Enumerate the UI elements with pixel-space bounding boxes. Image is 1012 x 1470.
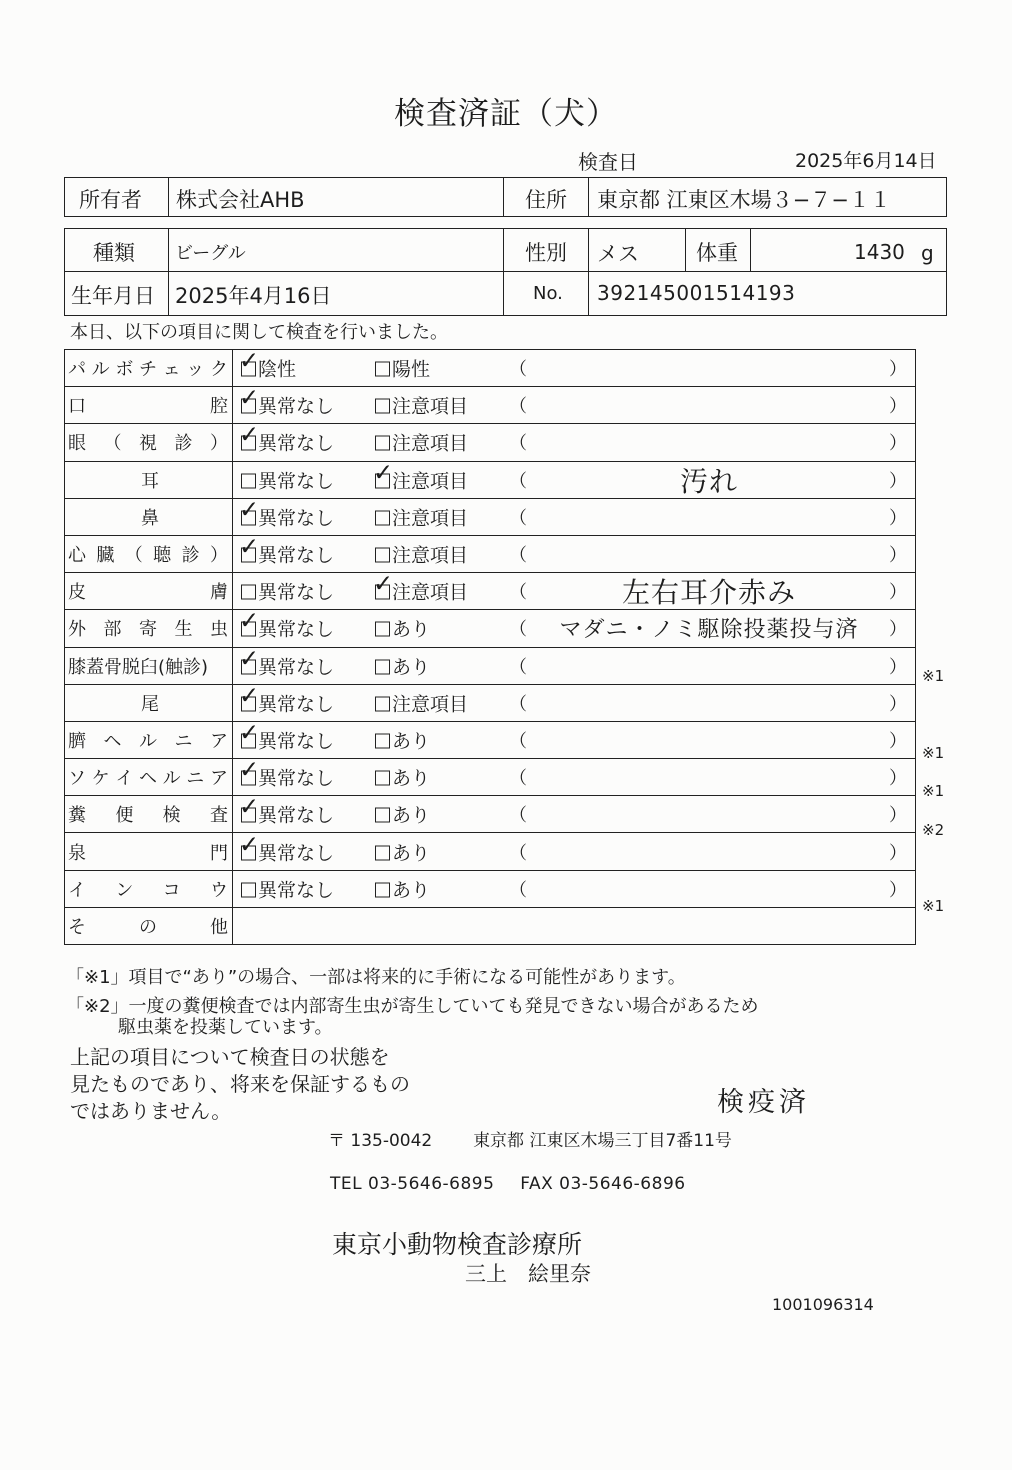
table-row — [65, 387, 916, 424]
checkbox-icon — [239, 383, 260, 414]
item-label — [65, 833, 233, 870]
option-label: 異常なし — [258, 767, 335, 790]
checkbox-icon — [239, 495, 260, 525]
item-result — [233, 383, 916, 424]
footnote-mark: ※1 — [922, 897, 945, 916]
check-mark-icon: ✓ — [239, 346, 260, 375]
table-row — [65, 759, 916, 796]
check-mark-icon: ✓ — [239, 606, 260, 635]
option-label: 注意項目 — [392, 693, 469, 716]
table-row — [65, 535, 916, 572]
option-normal[interactable] — [239, 718, 335, 753]
inspector-name: 三上 絵里奈 — [465, 1262, 591, 1286]
exam-date-value: 2025年6月14日 — [795, 150, 937, 172]
option-label: あり — [392, 730, 431, 753]
item-label-text: ソ ケ イ ヘ ル ニ ア — [68, 768, 228, 790]
open-paren: （ — [509, 805, 527, 827]
table-row — [65, 870, 916, 907]
option-label: あり — [392, 656, 431, 679]
open-paren: （ — [509, 545, 527, 567]
clinic-contact — [330, 1174, 686, 1194]
checkbox-icon — [375, 845, 390, 860]
animal-info-box — [64, 228, 947, 316]
footnote-mark: ※1 — [922, 744, 945, 762]
close-paren: ） — [889, 433, 907, 455]
option-abnormal[interactable] — [375, 838, 430, 865]
option-abnormal[interactable] — [375, 875, 430, 902]
close-paren: ） — [889, 359, 907, 381]
close-paren: ） — [889, 805, 907, 827]
footnote-mark: ※1 — [922, 782, 945, 801]
table-row — [65, 610, 916, 647]
option-label: 注意項目 — [392, 470, 469, 493]
footnote-1: 「※1」項目で“あり”の場合、一部は将来的に手術になる可能性があります。 — [66, 967, 686, 988]
quarantine-stamp: 検疫済 — [717, 1087, 810, 1118]
option-label: 異常なし — [258, 432, 335, 455]
checkbox-icon — [375, 362, 390, 377]
option-label: 異常なし — [258, 544, 335, 567]
item-label — [65, 573, 233, 610]
option-normal[interactable] — [239, 644, 335, 679]
option-abnormal[interactable] — [375, 392, 468, 419]
exam-date-label: 検査日 — [578, 150, 638, 174]
option-normal[interactable] — [241, 466, 334, 493]
option-normal[interactable] — [239, 681, 335, 716]
item-label — [65, 424, 233, 461]
item-result — [233, 346, 916, 387]
weight-unit: g — [921, 241, 934, 265]
close-paren: ） — [889, 656, 907, 678]
disclaimer-line: ではありません。 — [70, 1099, 232, 1123]
checkbox-icon — [375, 882, 390, 897]
item-label-text: 眼 （ 視 診 ） — [68, 433, 228, 455]
check-mark-icon: ✓ — [239, 420, 260, 449]
item-label — [65, 907, 233, 944]
disclaimer-line: 見たものであり、将来を保証するもの — [70, 1072, 410, 1096]
disclaimer — [70, 1044, 410, 1125]
option-normal[interactable] — [239, 346, 297, 382]
option-label: 注意項目 — [392, 507, 469, 530]
checkbox-icon — [239, 532, 260, 563]
item-label — [65, 647, 233, 684]
number-label: No. — [533, 283, 563, 304]
item-label-text: 膝蓋骨脱臼(触診) — [68, 656, 209, 678]
option-normal[interactable] — [239, 830, 335, 865]
item-label — [65, 610, 233, 647]
item-label-text: 泉 門 — [68, 842, 228, 864]
option-abnormal[interactable] — [375, 764, 430, 791]
option-label: あり — [392, 879, 431, 902]
item-result — [233, 644, 916, 684]
option-label: 異常なし — [258, 395, 335, 418]
option-normal[interactable] — [239, 755, 335, 791]
option-normal[interactable] — [241, 875, 334, 902]
checkbox-icon — [375, 436, 390, 451]
item-label-text: 心 臓 （ 聴 診 ） — [68, 545, 228, 567]
option-abnormal[interactable] — [375, 726, 430, 753]
check-mark-icon: ✓ — [239, 532, 260, 561]
item-label-text: 鼻 — [141, 507, 159, 529]
option-abnormal[interactable] — [375, 355, 430, 382]
table-row — [65, 573, 916, 610]
open-paren: （ — [509, 507, 527, 529]
option-label: 異常なし — [258, 804, 335, 827]
item-result — [233, 495, 916, 535]
option-label: 異常なし — [258, 656, 335, 679]
open-paren: （ — [509, 619, 527, 641]
item-label — [65, 387, 233, 424]
inspection-table — [64, 346, 916, 945]
table-row — [65, 684, 916, 721]
close-paren: ） — [889, 842, 907, 864]
table-row — [65, 721, 916, 758]
checkbox-icon — [239, 606, 260, 637]
checkbox-icon — [375, 399, 390, 414]
item-label — [65, 796, 233, 833]
breed-label: 種類 — [93, 241, 135, 265]
checkbox-icon — [375, 510, 390, 525]
item-result — [233, 681, 916, 721]
check-mark-icon: ✓ — [239, 755, 260, 784]
owner-label: 所有者 — [79, 188, 142, 212]
open-paren: （ — [509, 879, 527, 901]
checkbox-icon — [241, 882, 256, 897]
item-label-text: 糞 便 検 査 — [68, 805, 228, 827]
option-label: あり — [392, 804, 431, 827]
checkbox-icon — [239, 681, 260, 711]
option-label: 異常なし — [258, 581, 335, 604]
check-mark-icon: ✓ — [373, 458, 394, 487]
option-abnormal[interactable] — [375, 689, 468, 716]
check-mark-icon: ✓ — [239, 718, 260, 747]
item-label-text: 外 部 寄 生 虫 — [68, 619, 228, 641]
option-abnormal[interactable] — [375, 801, 430, 828]
close-paren: ） — [889, 619, 907, 641]
open-paren: （ — [509, 470, 527, 492]
check-mark-icon: ✓ — [239, 383, 260, 412]
close-paren: ） — [889, 879, 907, 901]
option-label: 注意項目 — [392, 432, 469, 455]
open-paren: （ — [509, 730, 527, 752]
other-field[interactable] — [233, 907, 916, 944]
option-label: 異常なし — [258, 470, 335, 493]
item-result — [233, 755, 916, 796]
item-label — [65, 684, 233, 721]
option-label: 異常なし — [258, 507, 335, 530]
check-mark-icon: ✓ — [239, 495, 260, 524]
check-mark-icon: ✓ — [239, 792, 260, 821]
option-label: あり — [392, 842, 431, 865]
option-abnormal[interactable] — [375, 429, 468, 456]
close-paren: ） — [889, 768, 907, 790]
clinic-address — [328, 1126, 732, 1151]
owner-info-box — [64, 177, 947, 217]
table-row-other — [65, 907, 916, 944]
option-abnormal[interactable] — [375, 541, 468, 568]
option-normal[interactable] — [239, 383, 335, 419]
check-mark-icon: ✓ — [239, 681, 260, 710]
item-result — [233, 420, 916, 461]
checkbox-icon — [375, 808, 390, 823]
item-label-text: 口 腔 — [68, 396, 228, 418]
tel-number: TEL 03-5646-6895 — [330, 1174, 495, 1194]
item-label — [65, 498, 233, 535]
checkbox-icon — [375, 696, 390, 711]
checkbox-icon — [239, 755, 260, 786]
item-note: 汚れ — [679, 464, 738, 498]
option-label: あり — [392, 618, 431, 641]
item-result — [233, 458, 916, 498]
option-abnormal[interactable] — [375, 615, 430, 642]
table-row — [65, 796, 916, 833]
other-label: そ の 他 — [68, 916, 228, 938]
option-abnormal[interactable] — [373, 569, 469, 605]
footnote-2-cont: 駆虫薬を投薬しています。 — [118, 1017, 333, 1038]
option-normal[interactable] — [239, 495, 335, 530]
checkbox-icon — [375, 548, 390, 563]
item-result — [233, 532, 916, 572]
item-result — [233, 870, 916, 907]
open-paren: （ — [509, 433, 527, 455]
option-label: 陽性 — [392, 358, 431, 381]
option-label: 異常なし — [258, 730, 335, 753]
checkbox-icon — [373, 458, 394, 488]
open-paren: （ — [509, 359, 527, 381]
open-paren: （ — [509, 842, 527, 864]
option-normal[interactable] — [239, 420, 335, 456]
option-label: 異常なし — [258, 618, 335, 641]
item-label — [65, 870, 233, 907]
item-label-text: 皮 膚 — [68, 582, 228, 604]
option-normal[interactable] — [239, 606, 335, 642]
number-value: 392145001514193 — [597, 281, 796, 305]
checkbox-icon — [239, 420, 260, 451]
option-label: 異常なし — [258, 693, 335, 716]
checkbox-icon — [239, 644, 260, 674]
birthdate-value: 2025年4月16日 — [175, 284, 332, 308]
close-paren: ） — [889, 470, 907, 492]
close-paren: ） — [889, 545, 907, 567]
item-result — [233, 569, 916, 610]
address-label: 住所 — [525, 188, 567, 212]
checkbox-icon — [373, 569, 394, 600]
breed-value: ビーグル — [175, 243, 246, 264]
close-paren: ） — [889, 507, 907, 529]
sex-label: 性別 — [525, 241, 567, 265]
checkbox-icon — [239, 792, 260, 823]
checkbox-icon — [239, 718, 260, 748]
option-label: 注意項目 — [392, 581, 469, 604]
option-abnormal[interactable] — [375, 503, 468, 530]
footnote-2: 「※2」一度の糞便検査では内部寄生虫が寄生していても発見できない場合があるため — [66, 996, 759, 1017]
weight-label: 体重 — [696, 241, 738, 265]
table-row — [65, 350, 916, 387]
close-paren: ） — [889, 396, 907, 418]
option-label: 注意項目 — [392, 544, 469, 567]
checkbox-icon — [239, 346, 260, 377]
footnote-mark: ※1 — [922, 667, 945, 686]
item-result — [233, 606, 916, 647]
checkbox-icon — [375, 622, 390, 637]
item-note: 左右耳介赤み — [621, 576, 796, 610]
open-paren: （ — [509, 396, 527, 418]
option-abnormal[interactable] — [375, 652, 430, 679]
option-label: 異常なし — [258, 842, 335, 865]
option-label: あり — [392, 767, 431, 790]
footnote-mark: ※2 — [922, 820, 945, 839]
table-row — [65, 461, 916, 498]
item-label-text: 臍 ヘ ル ニ ア — [68, 730, 228, 752]
table-row — [65, 833, 916, 870]
address-value: 東京都 江東区木場３−７−１１ — [597, 188, 891, 212]
checkbox-icon — [375, 771, 390, 786]
option-abnormal[interactable] — [373, 458, 469, 493]
item-label-text: イ ン コ ウ — [68, 879, 228, 901]
table-row — [65, 647, 916, 684]
item-label — [65, 461, 233, 498]
weight-value: 1430 — [854, 240, 905, 264]
option-normal[interactable] — [239, 792, 335, 828]
option-label: 注意項目 — [392, 395, 469, 418]
check-mark-icon: ✓ — [373, 569, 394, 598]
item-label — [65, 759, 233, 796]
intro-text: 本日、以下の項目に関して検査を行いました。 — [70, 322, 448, 343]
checkbox-icon — [375, 659, 390, 674]
street-address: 東京都 江東区木場三丁目7番11号 — [473, 1131, 732, 1151]
item-label — [65, 350, 233, 387]
open-paren: （ — [509, 693, 527, 715]
option-label: 陰性 — [258, 358, 297, 381]
checkbox-icon — [241, 473, 256, 488]
fax-number: FAX 03-5646-6896 — [520, 1174, 686, 1194]
document-title: 検査済証（犬） — [394, 96, 618, 132]
check-mark-icon: ✓ — [239, 830, 260, 859]
owner-value: 株式会社AHB — [176, 188, 305, 212]
item-result — [233, 718, 916, 758]
option-normal[interactable] — [239, 532, 335, 568]
checkbox-icon — [241, 585, 256, 600]
checkbox-icon — [239, 830, 260, 860]
open-paren: （ — [509, 582, 527, 604]
item-label-text: 尾 — [141, 693, 159, 715]
sex-value: メス — [597, 242, 639, 266]
disclaimer-line: 上記の項目について検査日の状態を — [70, 1045, 390, 1069]
item-result — [233, 792, 916, 833]
close-paren: ） — [889, 693, 907, 715]
close-paren: ） — [889, 582, 907, 604]
open-paren: （ — [509, 656, 527, 678]
clinic-name: 東京小動物検査診療所 — [332, 1230, 583, 1259]
table-row — [65, 498, 916, 535]
item-label-text: パ ル ボ チ ェ ッ ク — [68, 359, 228, 381]
serial-number: 1001096314 — [772, 1295, 874, 1314]
table-row — [65, 424, 916, 461]
close-paren: ） — [889, 730, 907, 752]
open-paren: （ — [509, 768, 527, 790]
check-mark-icon: ✓ — [239, 644, 260, 673]
item-note: マダニ・ノミ駆除投薬投与済 — [559, 617, 859, 643]
option-normal[interactable] — [241, 578, 334, 605]
item-label-text: 耳 — [141, 470, 159, 492]
item-label — [65, 721, 233, 758]
postal-code: 〒 135-0042 — [328, 1131, 433, 1151]
item-result — [233, 830, 916, 870]
birthdate-label: 生年月日 — [71, 284, 155, 308]
item-label — [65, 535, 233, 572]
option-label: 異常なし — [258, 879, 335, 902]
checkbox-icon — [375, 733, 390, 748]
